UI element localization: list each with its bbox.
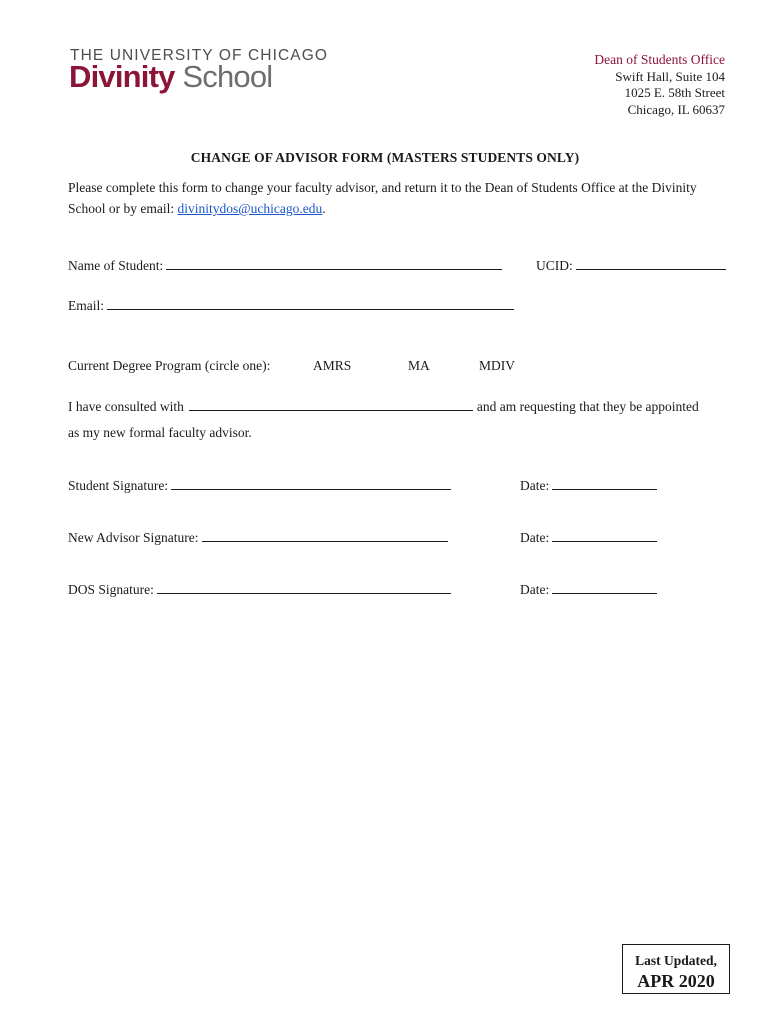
- email-field[interactable]: [68, 297, 514, 314]
- address-line-2: 1025 E. 58th Street: [624, 85, 725, 100]
- degree-program-label: Current Degree Program (circle one):: [68, 358, 271, 373]
- advisor-signature-field[interactable]: [68, 529, 448, 546]
- logo-school-word: School: [182, 59, 273, 94]
- logo-divinity-word: Divinity: [69, 59, 175, 94]
- ucid-field[interactable]: [536, 257, 726, 274]
- program-option-ma[interactable]: MA: [408, 358, 430, 373]
- form-instructions: [68, 177, 718, 219]
- student-name-field[interactable]: [68, 257, 502, 274]
- ucid-line[interactable]: [576, 257, 726, 270]
- email-link[interactable]: divinitydos@uchicago.edu: [177, 201, 323, 216]
- advisor-date-field[interactable]: [520, 529, 657, 546]
- advisor-signature-label: New Advisor Signature:: [68, 530, 199, 545]
- dos-date-line[interactable]: [552, 581, 657, 594]
- address-line-1: Swift Hall, Suite 104: [615, 68, 725, 84]
- student-signature-label: Student Signature:: [68, 478, 169, 493]
- last-updated-label: Last Updated,: [635, 953, 717, 968]
- student-signature-field[interactable]: [68, 477, 451, 494]
- student-date-line[interactable]: [552, 477, 657, 490]
- advisor-date-label: Date:: [520, 530, 550, 545]
- dos-date-field[interactable]: [520, 581, 657, 598]
- dos-date-label: Date:: [520, 582, 550, 597]
- consulted-text-line2: as my new formal faculty advisor.: [68, 425, 252, 440]
- consulted-text-before: I have consulted with: [68, 399, 184, 414]
- student-date-label: Date:: [520, 478, 550, 493]
- university-name: THE UNIVERSITY OF CHICAGO: [70, 47, 329, 64]
- program-option-mdiv[interactable]: MDIV: [479, 358, 515, 373]
- student-name-label: Name of Student:: [68, 258, 164, 273]
- consulted-advisor-line[interactable]: [189, 398, 473, 411]
- student-signature-line[interactable]: [171, 477, 451, 490]
- student-name-line[interactable]: [166, 257, 502, 270]
- office-name: Dean of Students Office: [594, 52, 725, 67]
- instructions-text: Please complete this form to change your faculty advisor, and return it to the Dean of Students Office at the Divinity School or by email:: [68, 180, 697, 216]
- email-label: Email:: [68, 298, 104, 313]
- divinity-school-logo: [69, 59, 272, 95]
- program-option-amrs[interactable]: AMRS: [313, 358, 352, 373]
- advisor-signature-line[interactable]: [202, 529, 448, 542]
- dos-signature-label: DOS Signature:: [68, 582, 154, 597]
- last-updated-badge: [622, 944, 730, 994]
- address-line-3: Chicago, IL 60637: [627, 101, 725, 117]
- office-address: [594, 52, 725, 118]
- last-updated-date: APR 2020: [637, 971, 715, 991]
- consulted-text-after: and am requesting that they be appointed: [476, 399, 699, 414]
- student-date-field[interactable]: [520, 477, 657, 494]
- ucid-label: UCID:: [536, 258, 573, 273]
- consulted-statement: [68, 398, 699, 415]
- advisor-date-line[interactable]: [552, 529, 657, 542]
- dos-signature-line[interactable]: [157, 581, 451, 594]
- form-title: CHANGE OF ADVISOR FORM (MASTERS STUDENTS ONLY): [190, 150, 580, 165]
- instructions-end: .: [322, 201, 326, 216]
- email-line[interactable]: [107, 297, 514, 310]
- dos-signature-field[interactable]: [68, 581, 451, 598]
